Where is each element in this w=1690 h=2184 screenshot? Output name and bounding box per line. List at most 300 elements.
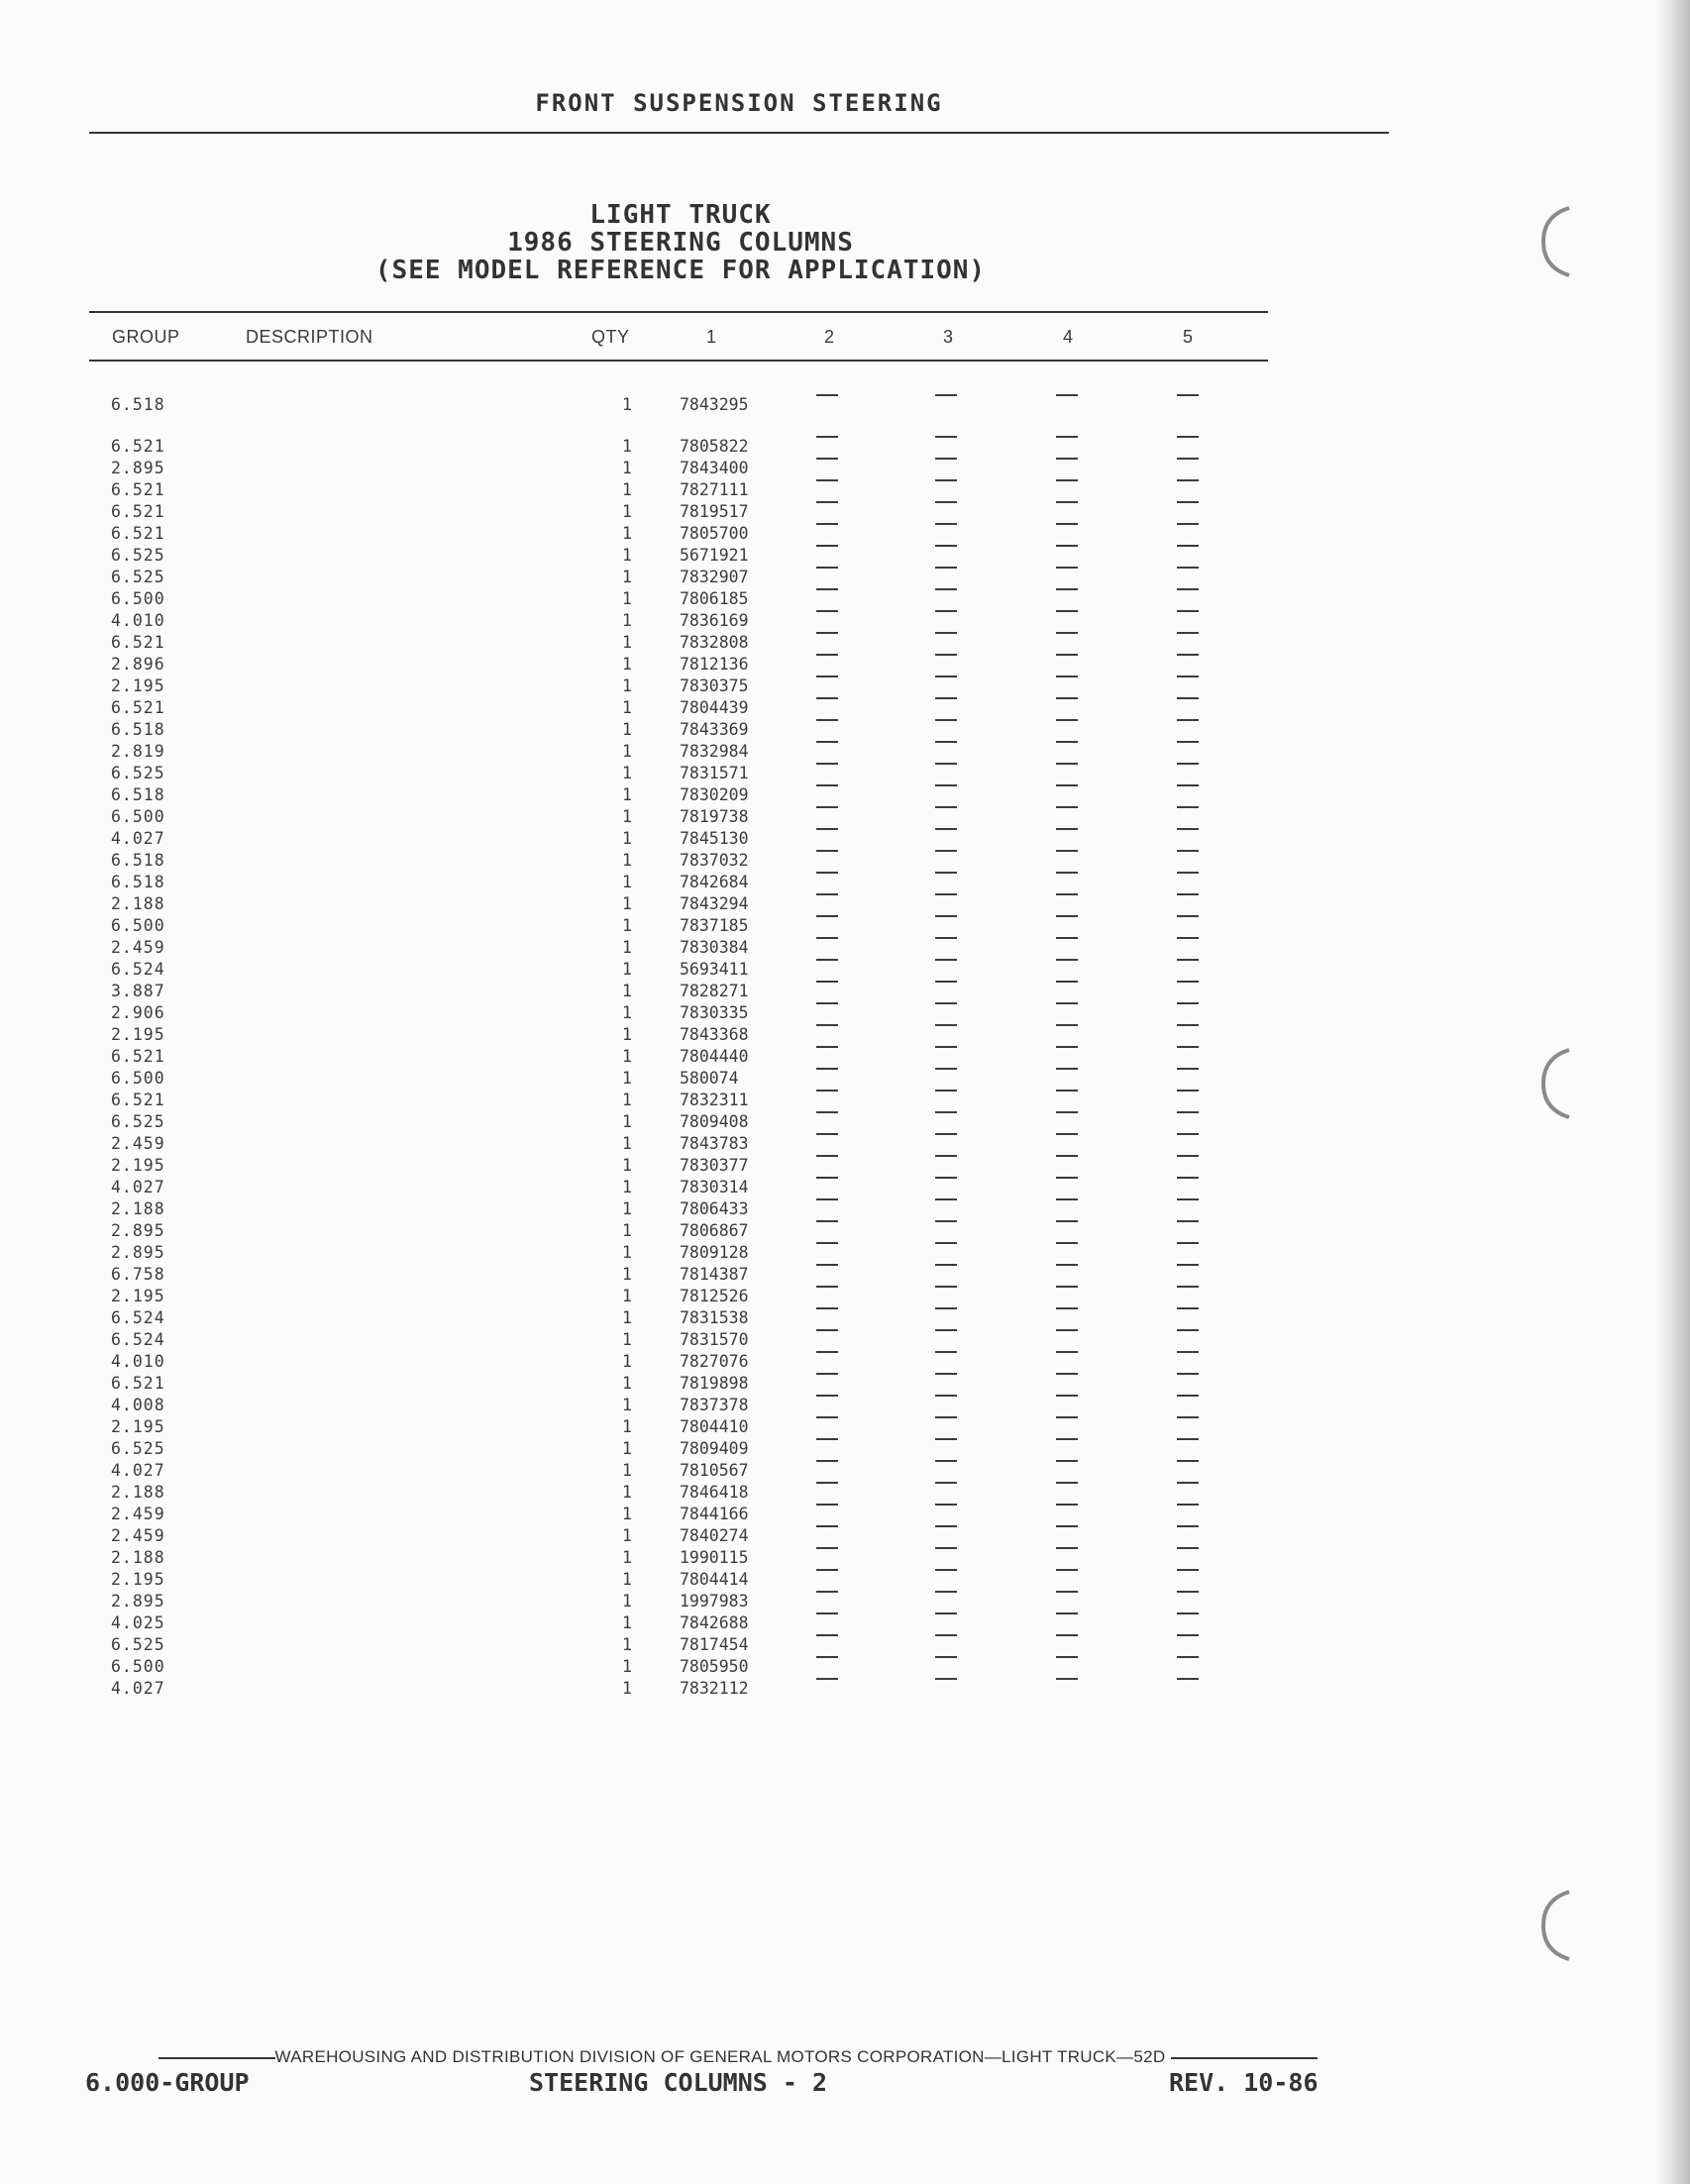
not-applicable-dash <box>1056 479 1078 481</box>
row-part-number: 7832907 <box>680 568 749 586</box>
not-applicable-dash <box>1177 937 1199 939</box>
table-row <box>0 436 1288 458</box>
not-applicable-dash <box>935 719 957 721</box>
not-applicable-dash <box>1056 1046 1078 1048</box>
title-block <box>89 201 1272 284</box>
table-row <box>0 1482 1288 1504</box>
not-applicable-dash <box>1056 872 1078 874</box>
table-row <box>0 1090 1288 1111</box>
row-part-number: 7842684 <box>680 873 749 891</box>
footer-revision: REV. 10-86 <box>1169 2068 1319 2097</box>
row-part-number: 7827076 <box>680 1352 749 1371</box>
not-applicable-dash <box>1056 1612 1078 1614</box>
not-applicable-dash <box>1177 1504 1199 1506</box>
title-line-2: 1986 STEERING COLUMNS <box>507 228 854 258</box>
row-qty: 1 <box>622 1287 632 1305</box>
row-part-number: 5693411 <box>680 960 749 979</box>
row-part-number: 7804439 <box>680 698 749 717</box>
table-row <box>0 893 1288 915</box>
row-group: 6.521 <box>111 524 165 543</box>
not-applicable-dash <box>816 394 838 396</box>
table-row <box>0 501 1288 523</box>
not-applicable-dash <box>1056 545 1078 547</box>
not-applicable-dash <box>1056 632 1078 634</box>
row-qty: 1 <box>622 1505 632 1523</box>
col-header-4: 4 <box>1063 327 1074 347</box>
row-part-number: 7830314 <box>680 1178 749 1196</box>
row-qty: 1 <box>622 1047 632 1066</box>
row-part-number: 1990115 <box>680 1548 749 1567</box>
row-group: 6.500 <box>111 1657 165 1676</box>
row-group: 2.906 <box>111 1003 165 1022</box>
row-part-number: 7843295 <box>680 395 749 414</box>
row-qty: 1 <box>622 873 632 891</box>
table-row <box>0 763 1288 784</box>
not-applicable-dash <box>935 784 957 786</box>
row-qty: 1 <box>622 1679 632 1698</box>
not-applicable-dash <box>1056 850 1078 852</box>
row-qty: 1 <box>622 655 632 674</box>
row-group: 2.895 <box>111 1592 165 1611</box>
table-row <box>0 915 1288 937</box>
row-part-number: 7843400 <box>680 459 749 477</box>
not-applicable-dash <box>1177 915 1199 917</box>
not-applicable-dash <box>816 1090 838 1092</box>
not-applicable-dash <box>1177 1177 1199 1179</box>
row-group: 6.500 <box>111 807 165 826</box>
row-part-number: 7805700 <box>680 524 749 543</box>
not-applicable-dash <box>935 1198 957 1200</box>
table-top-rule <box>89 311 1268 313</box>
table-row <box>0 610 1288 632</box>
row-group: 4.010 <box>111 611 165 630</box>
table-row <box>0 1133 1288 1155</box>
not-applicable-dash <box>1177 1395 1199 1397</box>
not-applicable-dash <box>935 1133 957 1135</box>
not-applicable-dash <box>816 1198 838 1200</box>
not-applicable-dash <box>1056 1111 1078 1113</box>
not-applicable-dash <box>935 1090 957 1092</box>
row-qty: 1 <box>622 395 632 414</box>
row-group: 6.524 <box>111 1330 165 1349</box>
not-applicable-dash <box>1056 1090 1078 1092</box>
not-applicable-dash <box>1056 741 1078 743</box>
not-applicable-dash <box>1177 1155 1199 1157</box>
row-part-number: 7832112 <box>680 1679 749 1698</box>
row-qty: 1 <box>622 589 632 608</box>
table-row <box>0 697 1288 719</box>
table-row <box>0 1416 1288 1438</box>
row-group: 2.459 <box>111 1505 165 1523</box>
not-applicable-dash <box>816 741 838 743</box>
table-row <box>0 458 1288 479</box>
not-applicable-dash <box>1177 458 1199 460</box>
not-applicable-dash <box>816 1438 838 1440</box>
row-part-number: 7840274 <box>680 1526 749 1545</box>
row-group: 4.025 <box>111 1613 165 1632</box>
not-applicable-dash <box>935 850 957 852</box>
not-applicable-dash <box>1177 1416 1199 1418</box>
not-applicable-dash <box>1056 1307 1078 1309</box>
row-part-number: 7836169 <box>680 611 749 630</box>
not-applicable-dash <box>935 567 957 569</box>
not-applicable-dash <box>816 501 838 503</box>
not-applicable-dash <box>935 1002 957 1004</box>
not-applicable-dash <box>1056 937 1078 939</box>
not-applicable-dash <box>935 394 957 396</box>
row-group: 2.895 <box>111 459 165 477</box>
col-header-2: 2 <box>824 327 835 347</box>
table-row <box>0 1220 1288 1242</box>
not-applicable-dash <box>935 1634 957 1636</box>
not-applicable-dash <box>1177 1656 1199 1658</box>
not-applicable-dash <box>1177 1198 1199 1200</box>
not-applicable-dash <box>1177 1678 1199 1680</box>
not-applicable-dash <box>1056 588 1078 590</box>
row-qty: 1 <box>622 1025 632 1044</box>
table-row <box>0 1068 1288 1090</box>
not-applicable-dash <box>816 1155 838 1157</box>
table-row <box>0 850 1288 872</box>
row-part-number: 7812136 <box>680 655 749 674</box>
not-applicable-dash <box>1056 1177 1078 1179</box>
row-group: 6.525 <box>111 1635 165 1654</box>
footer-division-line <box>85 2047 1391 2067</box>
not-applicable-dash <box>935 1046 957 1048</box>
row-qty: 1 <box>622 1439 632 1458</box>
not-applicable-dash <box>1056 458 1078 460</box>
not-applicable-dash <box>1177 1482 1199 1484</box>
table-row <box>0 588 1288 610</box>
not-applicable-dash <box>1056 763 1078 765</box>
not-applicable-dash <box>1056 1024 1078 1026</box>
not-applicable-dash <box>935 1155 957 1157</box>
table-row <box>0 1351 1288 1373</box>
not-applicable-dash <box>935 1438 957 1440</box>
row-part-number: 7828271 <box>680 982 749 1000</box>
row-qty: 1 <box>622 633 632 652</box>
not-applicable-dash <box>1177 545 1199 547</box>
not-applicable-dash <box>1056 1373 1078 1375</box>
not-applicable-dash <box>816 676 838 677</box>
not-applicable-dash <box>1177 1634 1199 1636</box>
row-qty: 1 <box>622 764 632 782</box>
not-applicable-dash <box>816 981 838 983</box>
row-group: 6.521 <box>111 437 165 456</box>
table-row <box>0 1286 1288 1307</box>
table-row <box>0 1504 1288 1525</box>
row-group: 2.188 <box>111 1199 165 1218</box>
not-applicable-dash <box>935 1307 957 1309</box>
not-applicable-dash <box>1177 1525 1199 1527</box>
not-applicable-dash <box>1177 893 1199 895</box>
row-part-number: 7837185 <box>680 916 749 935</box>
not-applicable-dash <box>816 588 838 590</box>
row-qty: 1 <box>622 1221 632 1240</box>
not-applicable-dash <box>1056 1656 1078 1658</box>
row-qty: 1 <box>622 894 632 913</box>
not-applicable-dash <box>1177 1133 1199 1135</box>
not-applicable-dash <box>1056 959 1078 961</box>
not-applicable-dash <box>1056 1220 1078 1222</box>
table-row <box>0 1678 1288 1700</box>
parts-table-body <box>0 394 1288 1700</box>
not-applicable-dash <box>816 959 838 961</box>
not-applicable-dash <box>935 763 957 765</box>
table-row <box>0 1525 1288 1547</box>
row-qty: 1 <box>622 1417 632 1436</box>
table-row <box>0 1242 1288 1264</box>
table-row <box>0 1307 1288 1329</box>
not-applicable-dash <box>816 1068 838 1070</box>
not-applicable-dash <box>1056 1198 1078 1200</box>
not-applicable-dash <box>1177 1612 1199 1614</box>
not-applicable-dash <box>1177 850 1199 852</box>
row-part-number: 7819898 <box>680 1374 749 1393</box>
not-applicable-dash <box>816 1307 838 1309</box>
row-group: 2.459 <box>111 938 165 957</box>
row-part-number: 7832984 <box>680 742 749 761</box>
not-applicable-dash <box>935 1460 957 1462</box>
not-applicable-dash <box>1177 806 1199 808</box>
not-applicable-dash <box>1177 1286 1199 1288</box>
row-qty: 1 <box>622 807 632 826</box>
page-edge-shadow <box>1656 0 1690 2184</box>
table-row <box>0 523 1288 545</box>
row-part-number: 7843783 <box>680 1134 749 1153</box>
table-row <box>0 479 1288 501</box>
not-applicable-dash <box>1177 1264 1199 1266</box>
footer-group: 6.000-GROUP <box>85 2068 250 2097</box>
row-group: 6.525 <box>111 1112 165 1131</box>
row-part-number: 7819738 <box>680 807 749 826</box>
not-applicable-dash <box>1056 1482 1078 1484</box>
header-rule <box>89 132 1389 134</box>
row-group: 6.521 <box>111 698 165 717</box>
not-applicable-dash <box>935 1395 957 1397</box>
row-qty: 1 <box>622 546 632 565</box>
not-applicable-dash <box>816 1416 838 1418</box>
not-applicable-dash <box>935 1068 957 1070</box>
row-group: 6.525 <box>111 764 165 782</box>
not-applicable-dash <box>935 1678 957 1680</box>
not-applicable-dash <box>816 1329 838 1331</box>
row-group: 2.188 <box>111 894 165 913</box>
not-applicable-dash <box>1177 1591 1199 1593</box>
not-applicable-dash <box>935 1416 957 1418</box>
row-qty: 1 <box>622 851 632 870</box>
not-applicable-dash <box>816 1547 838 1549</box>
not-applicable-dash <box>1177 959 1199 961</box>
not-applicable-dash <box>1177 1090 1199 1092</box>
not-applicable-dash <box>935 1569 957 1571</box>
row-part-number: 7832808 <box>680 633 749 652</box>
not-applicable-dash <box>816 1177 838 1179</box>
not-applicable-dash <box>935 1504 957 1506</box>
row-qty: 1 <box>622 524 632 543</box>
not-applicable-dash <box>1177 1351 1199 1353</box>
row-qty: 1 <box>622 938 632 957</box>
row-qty: 1 <box>622 1003 632 1022</box>
row-group: 6.500 <box>111 916 165 935</box>
row-qty: 1 <box>622 1156 632 1175</box>
row-qty: 1 <box>622 437 632 456</box>
not-applicable-dash <box>935 1329 957 1331</box>
row-qty: 1 <box>622 1069 632 1088</box>
not-applicable-dash <box>1056 1286 1078 1288</box>
table-row <box>0 1111 1288 1133</box>
header-bottom-rule <box>89 360 1268 362</box>
not-applicable-dash <box>816 1002 838 1004</box>
not-applicable-dash <box>935 1373 957 1375</box>
not-applicable-dash <box>935 915 957 917</box>
not-applicable-dash <box>1177 523 1199 525</box>
row-group: 6.525 <box>111 546 165 565</box>
not-applicable-dash <box>816 1678 838 1680</box>
not-applicable-dash <box>935 1482 957 1484</box>
not-applicable-dash <box>1056 1678 1078 1680</box>
row-qty: 1 <box>622 1548 632 1567</box>
not-applicable-dash <box>816 784 838 786</box>
not-applicable-dash <box>816 1569 838 1571</box>
table-row <box>0 1177 1288 1198</box>
row-part-number: 7831570 <box>680 1330 749 1349</box>
row-group: 2.195 <box>111 1570 165 1589</box>
row-group: 2.188 <box>111 1483 165 1502</box>
table-row <box>0 806 1288 828</box>
col-header-qty: QTY <box>591 327 630 347</box>
not-applicable-dash <box>935 697 957 699</box>
table-row <box>0 1591 1288 1612</box>
not-applicable-dash <box>1177 676 1199 677</box>
row-group: 6.500 <box>111 1069 165 1088</box>
row-part-number: 7805822 <box>680 437 749 456</box>
row-qty: 1 <box>622 1396 632 1414</box>
not-applicable-dash <box>816 610 838 612</box>
not-applicable-dash <box>1177 654 1199 656</box>
not-applicable-dash <box>816 1133 838 1135</box>
not-applicable-dash <box>816 1591 838 1593</box>
row-qty: 1 <box>622 502 632 521</box>
table-row <box>0 719 1288 741</box>
table-row <box>0 937 1288 959</box>
row-qty: 1 <box>622 676 632 695</box>
not-applicable-dash <box>935 1177 957 1179</box>
row-group: 6.518 <box>111 395 165 414</box>
row-qty: 1 <box>622 698 632 717</box>
row-part-number: 7830209 <box>680 785 749 804</box>
not-applicable-dash <box>1056 436 1078 438</box>
row-group: 2.195 <box>111 1287 165 1305</box>
not-applicable-dash <box>1177 588 1199 590</box>
not-applicable-dash <box>1177 436 1199 438</box>
not-applicable-dash <box>816 915 838 917</box>
not-applicable-dash <box>1056 697 1078 699</box>
not-applicable-dash <box>816 850 838 852</box>
not-applicable-dash <box>1056 719 1078 721</box>
row-group: 6.500 <box>111 589 165 608</box>
not-applicable-dash <box>816 479 838 481</box>
not-applicable-dash <box>1177 1220 1199 1222</box>
row-part-number: 7842688 <box>680 1613 749 1632</box>
not-applicable-dash <box>935 632 957 634</box>
not-applicable-dash <box>1056 784 1078 786</box>
table-row <box>0 1046 1288 1068</box>
table-row <box>0 1395 1288 1416</box>
not-applicable-dash <box>816 1351 838 1353</box>
col-header-description: DESCRIPTION <box>246 327 373 347</box>
row-group: 6.521 <box>111 633 165 652</box>
not-applicable-dash <box>1056 1438 1078 1440</box>
not-applicable-dash <box>935 610 957 612</box>
not-applicable-dash <box>816 828 838 830</box>
not-applicable-dash <box>816 1373 838 1375</box>
row-part-number: 7827111 <box>680 480 749 499</box>
row-group: 2.195 <box>111 1025 165 1044</box>
row-part-number: 5671921 <box>680 546 749 565</box>
table-row <box>0 1547 1288 1569</box>
table-row <box>0 676 1288 697</box>
not-applicable-dash <box>935 1612 957 1614</box>
row-qty: 1 <box>622 1461 632 1480</box>
not-applicable-dash <box>1177 741 1199 743</box>
not-applicable-dash <box>935 436 957 438</box>
not-applicable-dash <box>935 1242 957 1244</box>
not-applicable-dash <box>1177 784 1199 786</box>
not-applicable-dash <box>1056 1002 1078 1004</box>
row-group: 6.518 <box>111 851 165 870</box>
row-group: 6.521 <box>111 502 165 521</box>
col-header-group: GROUP <box>112 327 180 347</box>
not-applicable-dash <box>935 676 957 677</box>
row-group: 4.027 <box>111 1461 165 1480</box>
row-qty: 1 <box>622 1657 632 1676</box>
row-qty: 1 <box>622 1352 632 1371</box>
not-applicable-dash <box>1177 719 1199 721</box>
row-part-number: 7845130 <box>680 829 749 848</box>
row-part-number: 7837032 <box>680 851 749 870</box>
not-applicable-dash <box>1056 1155 1078 1157</box>
not-applicable-dash <box>935 1264 957 1266</box>
row-group: 3.887 <box>111 982 165 1000</box>
not-applicable-dash <box>1056 1634 1078 1636</box>
row-part-number: 7830335 <box>680 1003 749 1022</box>
row-qty: 1 <box>622 829 632 848</box>
not-applicable-dash <box>935 1525 957 1527</box>
not-applicable-dash <box>1056 394 1078 396</box>
not-applicable-dash <box>1056 1504 1078 1506</box>
row-part-number: 7806185 <box>680 589 749 608</box>
not-applicable-dash <box>1177 872 1199 874</box>
not-applicable-dash <box>1177 567 1199 569</box>
row-part-number: 1997983 <box>680 1592 749 1611</box>
binder-hole-middle <box>1541 1048 1571 1119</box>
row-qty: 1 <box>622 480 632 499</box>
row-group: 6.521 <box>111 1091 165 1109</box>
row-qty: 1 <box>622 1243 632 1262</box>
table-row <box>0 1460 1288 1482</box>
binder-hole-bottom <box>1541 1890 1571 1961</box>
not-applicable-dash <box>1177 828 1199 830</box>
table-row <box>0 545 1288 567</box>
row-qty: 1 <box>622 1483 632 1502</box>
not-applicable-dash <box>816 1111 838 1113</box>
not-applicable-dash <box>935 1591 957 1593</box>
not-applicable-dash <box>935 741 957 743</box>
row-qty: 1 <box>622 742 632 761</box>
row-qty: 1 <box>622 1308 632 1327</box>
col-header-1: 1 <box>706 327 717 347</box>
